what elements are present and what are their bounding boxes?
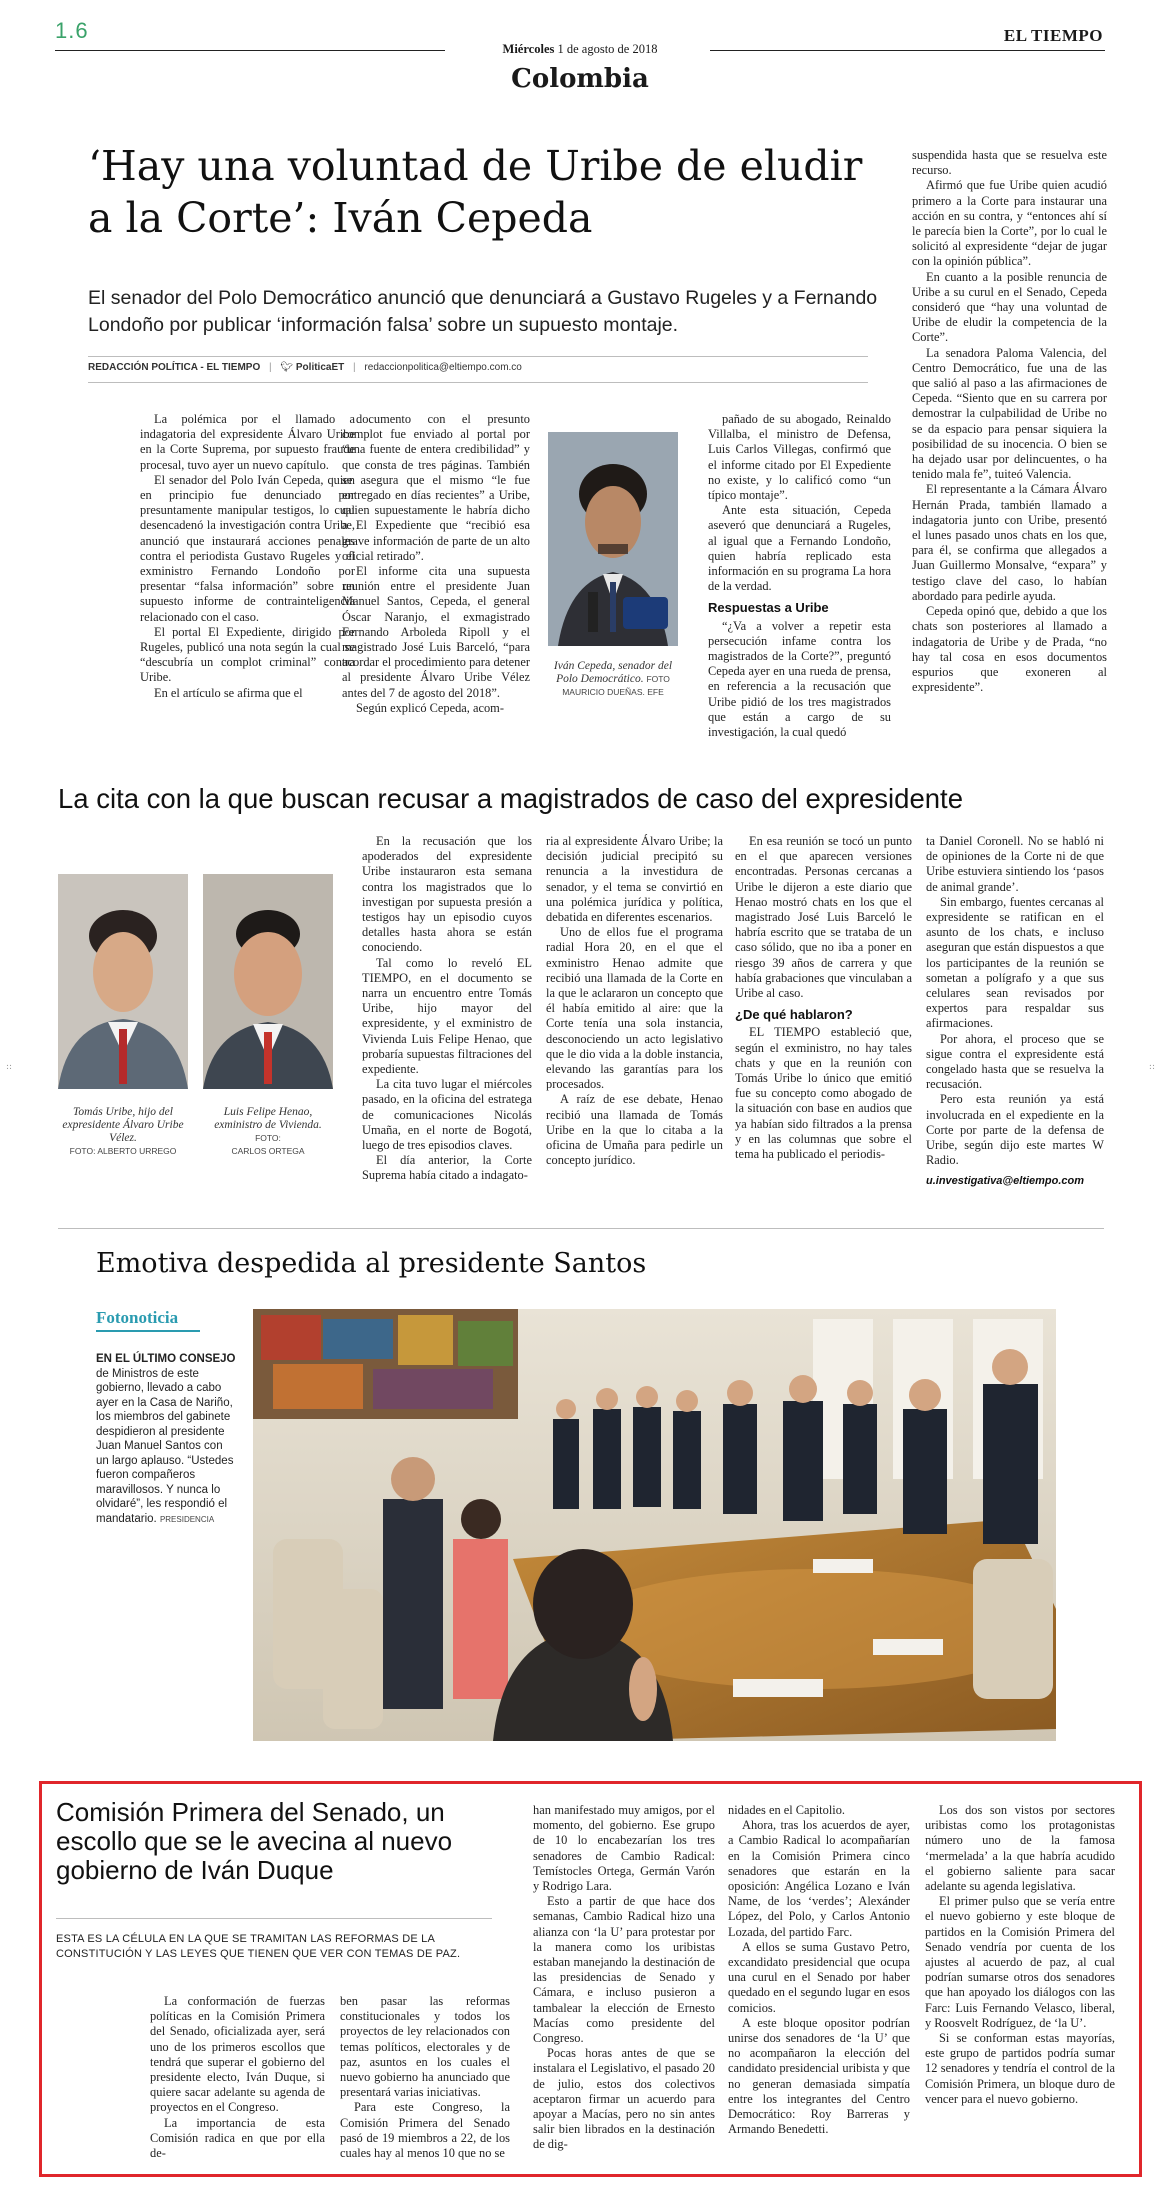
- cepeda-photo: [548, 432, 678, 646]
- henao-credit: CARLOS ORTEGA: [231, 1146, 305, 1156]
- tomas-uribe-caption: [58, 1106, 188, 1158]
- article3-col3: [533, 1803, 715, 2153]
- header-rule-right: [710, 50, 1105, 51]
- crop-mark-right: ::: [1148, 1062, 1155, 1072]
- paragraph: En cuanto a la posible renuncia de Uribe a su curul en el Senado, Cepeda consideró que “hay una voluntad de Uribe de eludir la competencia de la Corte”.: [912, 269, 1107, 345]
- cepeda-portrait-icon: [548, 432, 678, 646]
- paragraph: En la recusación que los apoderados del expresidente Uribe instauraron esta semana contra los magistrados que lo investigan por supuesta presión a testigos hay un episodio cuyos detalles hasta ahora se están conociendo.: [362, 834, 532, 955]
- article2-col1: [362, 834, 532, 1184]
- paragraph: Para este Congreso, la Comisión Primera del Senado pasó de 19 miembros a 22, de los cuales hay al menos 10 que no se: [340, 2100, 510, 2161]
- paragraph: Cepeda opinó que, debido a que los chats son posteriores al llamado a indagatoria de Uribe y de Prada, “no hay tal cosa en esos documentos espurios que exoneren al expresidente”.: [912, 604, 1107, 695]
- paragraph: Los dos son vistos por sectores uribistas como los protagonistas número uno de la famosa ‘mermelada’ a la que habría acudido el gobierno saliente para sacar adelante su agenda legislativa.: [925, 1803, 1115, 1894]
- paragraph: El día anterior, la Corte Suprema había citado a indagato-: [362, 1153, 532, 1183]
- fotonoticia-caption: [96, 1352, 236, 1527]
- paragraph: Pero esta reunión ya está involucrada en el expediente en la Corte por parte de la defensa de Uribe, según dijo este martes W Radio.: [926, 1092, 1104, 1168]
- paragraph: ta Daniel Coronell. No se habló ni de opiniones de la Corte ni de que Uribe estuviera sintiendo los ‘pasos de animal grande’.: [926, 834, 1104, 894]
- paragraph: Por ahora, el proceso que se sigue contra el expresidente está congelado hasta que se resuelva la recusación.: [926, 1031, 1104, 1092]
- henao-caption-label: FOTO:: [255, 1133, 281, 1143]
- page-number: 1.6: [55, 18, 89, 43]
- paragraph: En el artículo se afirma que el: [154, 685, 303, 700]
- tomas-credit: FOTO: ALBERTO URREGO: [69, 1146, 177, 1156]
- paragraph: Pocas horas antes de que se instalara el Legislativo, el pasado 20 de julio, estos dos colectivos aceptaron firmar un acuerdo para apoyar a Macías, pero no sin antes salir bien librados en la destinación de dig-: [533, 2046, 715, 2152]
- header-rule-left: [55, 50, 445, 51]
- article1-col2: [342, 412, 530, 716]
- henao-portrait-icon: [203, 874, 333, 1089]
- paragraph: Tal como lo reveló EL TIEMPO, en el documento se narra un encuentro entre Tomás Uribe, hijo mayor del expresidente, y el exministro de Vivienda Luis Felipe Henao, que probaría supuestas filtraciones del expediente.: [362, 955, 532, 1077]
- paragraph: documento con el presunto complot fue enviado al portal por “una fuente de entera credibilidad” y que consta de tres páginas. También se asegura que el mismo “le fue entregado en días recientes” a Uribe, quien supuestamente le habría dicho a El Expediente que “recibió esa grave información de parte de un alto oficial retirado”.: [342, 412, 530, 563]
- paragraph: La cita tuvo lugar el miércoles pasado, en la oficina del estratega de comunicaciones Nicolás Umaña, en el norte de Bogotá, luego de tres episodios claves.: [362, 1077, 532, 1153]
- article1-col1: [140, 412, 355, 701]
- cabinet-photo: [253, 1309, 1056, 1741]
- paragraph: Uno de ellos fue el programa radial Hora 20, en el que el exministro Henao admite que recibió una llamada de la Corte en la que le aclararon un concepto que él había emitido al aire: que la Corte tenía una sola instancia, desconociendo un acto legislativo que le dio vida a la doble instancia, elevando las garantías para los procesados.: [546, 925, 723, 1092]
- paragraph: A raíz de ese debate, Henao recibió una llamada de Tomás Uribe en la que lo citaba a la oficina de Umaña para pedirle un concepto jurídico.: [546, 1092, 723, 1168]
- byline-author: REDACCIÓN POLÍTICA - EL TIEMPO: [88, 362, 261, 373]
- paragraph: A ellos se suma Gustavo Petro, excandidato presidencial que ocupa una curul en el Senado por haber quedado en el segundo lugar en esos comicios.: [728, 1939, 910, 2015]
- cepeda-caption-label: FOTO: [646, 674, 670, 684]
- paragraph: Según explicó Cepeda, acom-: [356, 700, 504, 715]
- paragraph: Esto a partir de que hace dos semanas, Cambio Radical hizo una alianza con ‘la U’ para protestar por la manera como los uribistas estaban manejando la destinación de las presidencias de Senado y Cámara, e incluso pusieron a tambalear la elección de Ernesto Macías como presidente del Congreso.: [533, 1894, 715, 2046]
- paragraph: nidades en el Capitolio.: [728, 1803, 845, 1817]
- paragraph: Afirmó que fue Uribe quien acudió primero a la Corte para instaurar una acción en su contra, y “entonces ahí sí le parecía bien la Corte”, por lo cual le solicitó al expresidente “dejar de jugar con la opinión pública”.: [912, 178, 1107, 269]
- article1-deck-rule: [88, 356, 868, 357]
- article2-email[interactable]: u.investigativa@eltiempo.com: [926, 1175, 1085, 1187]
- paragraph: pañado de su abogado, Reinaldo Villalba, el ministro de Defensa, Luis Carlos Villegas, confirmó que el informe citado por El Expediente no existe, y lo calificó como “un típico montaje”.: [708, 412, 891, 503]
- paragraph: “¿Va a volver a repetir esta persecución infame contra los magistrados de la Corte?”, preguntó Cepeda ayer en una rueda de prensa, en referencia a la recusación que Uribe pidió de los tres magistrados que están a cargo de su investigación, la cual quedó: [708, 618, 891, 740]
- paragraph: ben pasar las reformas constitucionales y todos los proyectos de ley relacionados con temas políticos, electorales y de paz, asuntos en los cuales el nuevo gobierno ha anunciado que presentará varias iniciativas.: [340, 1994, 510, 2100]
- article3-col5: [925, 1803, 1115, 2107]
- section-title: Colombia: [511, 64, 649, 94]
- paragraph: Si se conforman estas mayorías, este grupo de partidos podría sumar 12 senadores y tendría el control de la Comisión Primera, un bloque duro de vencer para el nuevo gobierno.: [925, 2031, 1115, 2106]
- paragraph: Ante esta situación, Cepeda aseveró que denunciará a Rugeles, al igual que a Fernando Londoño, quien habría replicado esta información en su programa La hora de la verdad.: [708, 503, 891, 594]
- paragraph: Ahora, tras los acuerdos de ayer, a Cambio Radical lo acompañarían en la Comisión Primera cinco senadores que estarán en la oposición: Angélica Lozano e Iván Name, de los ‘verdes’; Alexánder López, del Polo, y Carlos Antonio Lozada, del partido Farc.: [728, 1818, 910, 1939]
- paragraph: El primer pulso que se vería entre el nuevo gobierno y este bloque de partidos en la Comisión Primera del Senado vendría por cuenta de los ajustes al acuerdo de paz, al cual podrían sumarse otros dos senadores que han apoyado los diálogos con las Farc: Luis Fernando Velasco, liberal, y Roosvelt Rodríguez, de ‘la U’.: [925, 1894, 1115, 2030]
- tomas-uribe-portrait-icon: [58, 874, 188, 1089]
- subhead-respuestas: Respuestas a Uribe: [708, 600, 829, 616]
- cepeda-caption: [548, 660, 678, 699]
- cepeda-credit: MAURICIO DUEÑAS. EFE: [562, 687, 664, 697]
- paragraph: La polémica por el llamado a indagatoria del expresidente Álvaro Uribe en la Corte Suprema, por supuesto fraude procesal, tuvo ayer un nuevo capítulo.: [140, 412, 355, 472]
- henao-caption-text: Luis Felipe Henao, exministro de Vivienda.: [214, 1106, 322, 1131]
- article1-byline-rule: [88, 382, 868, 383]
- paragraph: La importancia de esta Comisión radica en que por ella de-: [150, 2115, 325, 2161]
- cepeda-caption-text: Iván Cepeda, senador del Polo Democrático.: [553, 660, 673, 685]
- brand-logo: EL TIEMPO: [1003, 26, 1103, 45]
- article2-col3: [735, 834, 912, 1162]
- article3-headline: Comisión Primera del Senado, un escollo que se le avecina al nuevo gobierno de Iván Duque: [56, 1797, 453, 1885]
- paragraph: han manifestado muy amigos, por el momento, del gobierno. Ese grupo de 10 lo encabezarían los tres senadores de Cambio Radical: Temístocles Ortega, Germán Varón y Rodrigo Lara.: [533, 1803, 715, 1894]
- article3-headline-rule: [56, 1918, 492, 1919]
- article1-deck: El senador del Polo Democrático anunció que denunciará a Gustavo Rugeles y a Fernando Londoño por publicar ‘información falsa’ sobre un supuesto montaje.: [88, 287, 878, 336]
- cabinet-meeting-photo-icon: [253, 1309, 1056, 1741]
- photo-news-headline: Emotiva despedida al presidente Santos: [96, 1248, 647, 1279]
- article1-byline: REDACCIÓN POLÍTICA - EL TIEMPO | 🐦︎ PoliticaET | redaccionpolitica@eltiempo.com.co: [88, 362, 522, 373]
- byline-twitter[interactable]: PoliticaET: [295, 362, 345, 373]
- article3-col1: [150, 1994, 325, 2161]
- tomas-caption-text: Tomás Uribe, hijo del expresidente Álvaro Uribe Vélez.: [62, 1106, 184, 1144]
- paragraph: suspendida hasta que se resuelva este recurso.: [912, 148, 1107, 178]
- fotonoticia-underline: [96, 1330, 200, 1332]
- paragraph: ria al expresidente Álvaro Uribe; la decisión judicial precipitó su renuncia a la investidura de senador, y el tema se convirtió en una polémica jurídica y política, debatida en diferentes escenarios.: [546, 834, 723, 925]
- subhead-que-hablaron: ¿De qué hablaron?: [735, 1007, 853, 1023]
- paragraph: A este bloque opositor podrían unirse dos senadores de ‘la U’ que no acompañaron la elección del candidato presidencial uribista y que no generan demasiada simpatía entre los integrantes del Centro Democrático: Roy Barreras y Armando Benedetti.: [728, 2015, 910, 2137]
- crop-mark-left: ::: [6, 1062, 13, 1072]
- fotonoticia-caption-lead: EN EL ÚLTIMO CONSEJO: [96, 1353, 236, 1365]
- tomas-uribe-photo: [58, 874, 188, 1089]
- article3-deck: ESTA ES LA CÉLULA EN LA QUE SE TRAMITAN LAS REFORMAS DE LA CONSTITUCIÓN Y LAS LEYES QUE TIENEN QUE VER CON TEMAS DE PAZ.: [56, 1933, 461, 1960]
- section-divider: [58, 1228, 1104, 1229]
- paragraph: Sin embargo, fuentes cercanas al expresidente se ratifican en el asunto de los chats, e incluso aseguran que están dispuestos a que los participantes de la reunión se sometan a polígrafo y a que sus celulares sean revisados por expertos para respaldar sus afirmaciones.: [926, 894, 1104, 1031]
- paragraph: En esa reunión se tocó un punto en el que aparecen versiones encontradas. Personas cercanas a Uribe le dijeron a este diario que Henao mostró chats en los que el magistrado José Luis Barceló le habría escrito que se trataba de un caso sólido, que no iba a poner en riesgo 39 años de carrera y que había grabaciones que vinculaban a Uribe al caso.: [735, 834, 912, 1001]
- article3-col2: [340, 1994, 510, 2161]
- henao-photo: [203, 874, 333, 1089]
- article3-col4: [728, 1803, 910, 2137]
- fotonoticia-caption-text: de Ministros de este gobierno, llevado a cabo ayer en la Casa de Nariño, los miembros del gabinete despidieron al presidente Juan Manuel Santos con un largo aplauso. “Ustedes fueron compañeros maravillosos. Y nunca lo olvidaré”, les respondió el mandatario.: [96, 1367, 234, 1525]
- fotonoticia-label: Fotonoticia: [96, 1308, 179, 1327]
- date-rest: 1 de agosto de 2018: [554, 42, 658, 56]
- paragraph: El senador del Polo Iván Cepeda, quien en principio fue denunciado por presuntamente manipular testigos, lo cual desencadenó la investigación contra Uribe, anunció que instaurará acciones penales contra el periodista Gustavo Rugeles y el exministro Fernando Londoño por presentar “falsa información” sobre un supuesto informe de contrainteligencia relacionado con el caso.: [140, 472, 355, 624]
- paragraph: EL TIEMPO estableció que, según el exministro, no hay tales chats y que en la reunión con Tomás Uribe lo único que emitió fue su concepto como abogado de la situación con base en audios que ya habían sido filtrados a la prensa y en las columnas que sobre el tema ha publicado el periodis-: [735, 1025, 912, 1162]
- paragraph: El informe cita una supuesta reunión entre el presidente Juan Manuel Santos, Cepeda, el general Óscar Naranjo, el exmagistrado Fernando Arboleda Ripoll y el magistrado José Luis Barceló, “para acordar el procedimiento para detener al presidente Álvaro Uribe Vélez antes del 7 de agosto del 2018”.: [342, 564, 530, 700]
- article2-col4: [926, 834, 1104, 1168]
- paragraph: El portal El Expediente, dirigido por Rugeles, publicó una nota según la cual se “descubría un complot criminal” contra Uribe.: [140, 624, 355, 685]
- fotonoticia-credit: PRESIDENCIA: [159, 1514, 215, 1524]
- article2-col2: [546, 834, 723, 1168]
- paragraph: El representante a la Cámara Álvaro Hernán Prada, también llamado a indagatoria junto con Uribe, presentó el lunes pasado unos chats en los que, para él, se confirma que allegados a Juan Guillermo Monsalve, “expara” y testigo clave del caso, lo habían abordado para pedirle ayuda.: [912, 482, 1107, 603]
- article1-headline: ‘Hay una voluntad de Uribe de eludir a la Corte’: Iván Cepeda: [88, 142, 863, 242]
- article1-col4: [912, 148, 1107, 695]
- article1-col3: [708, 412, 891, 740]
- paragraph: La senadora Paloma Valencia, del Centro Democrático, fue una de las que salió al paso a las afirmaciones de Cepeda. “Siento que en su carrera por demostrar la culpabilidad de Uribe no se da espacio para pensar siquiera la posibilidad de su inocencia. O bien se ha dejado usar por delincuentes, o ha tenido mala fe”, tuiteó Valencia.: [912, 345, 1107, 482]
- article2-headline: La cita con la que buscan recusar a magistrados de caso del expresidente: [58, 783, 963, 814]
- henao-caption: [203, 1106, 333, 1158]
- paragraph: La conformación de fuerzas políticas en la Comisión Primera del Senado, oficializada ayer, será uno de los primeros escollos que tendrá que superar el gobierno del presidente electo, Iván Duque, si quiere sacar adelante su agenda de proyectos en el Congreso.: [150, 1994, 325, 2115]
- date-line: [440, 42, 720, 57]
- date-day: Miércoles: [502, 42, 555, 56]
- byline-email[interactable]: redaccionpolitica@eltiempo.com.co: [364, 362, 522, 373]
- twitter-icon: 🐦︎: [280, 362, 294, 373]
